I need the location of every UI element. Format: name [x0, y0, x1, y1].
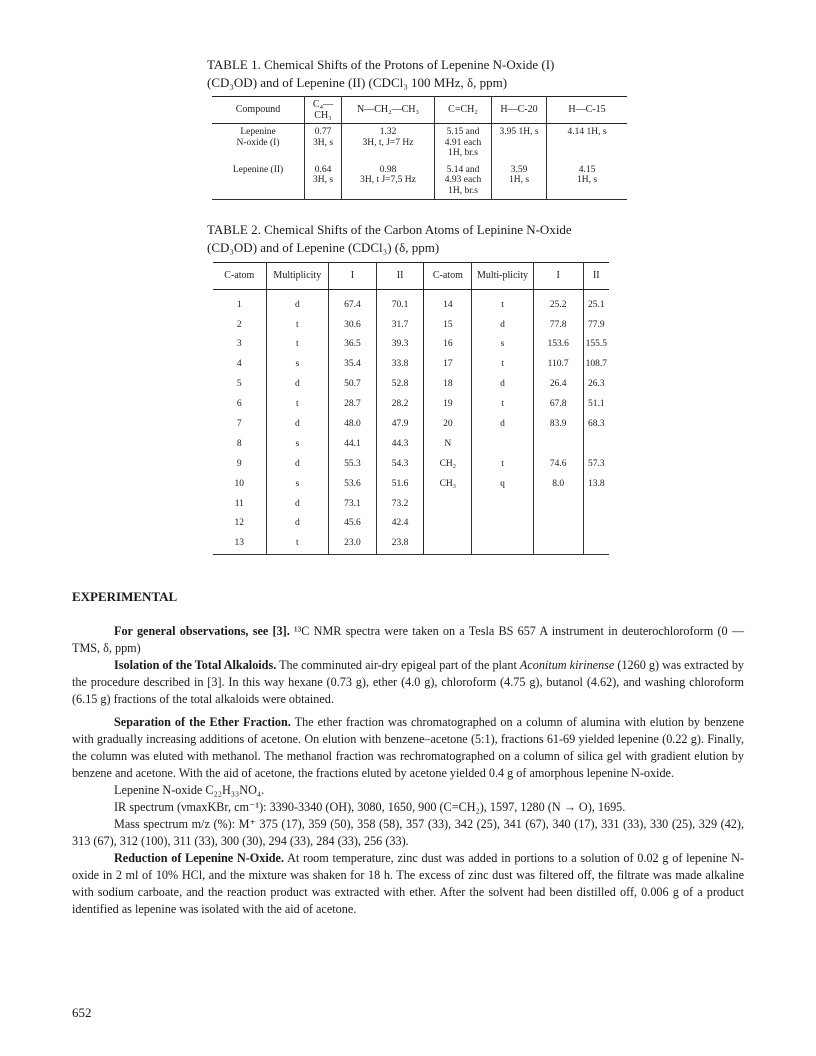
- cell-line: 0.98: [379, 164, 397, 175]
- table-cell: [472, 534, 533, 554]
- table-cell: d: [266, 414, 329, 434]
- table1-caption-line2: (CD₃OD) and of Lepenine (II) (CDCl₃ 100 MHz, δ, ppm): [207, 75, 508, 90]
- table2-header: I: [533, 263, 583, 290]
- table-cell: 54.3: [376, 454, 424, 474]
- table-cell: 2: [213, 315, 266, 335]
- table-row: [212, 124, 627, 162]
- table-cell: [212, 124, 305, 162]
- table-cell: t: [472, 290, 533, 315]
- table-cell: 1: [213, 290, 266, 315]
- paragraph-heading: Isolation of the Total Alkaloids.: [114, 658, 277, 672]
- table-cell: [533, 534, 583, 554]
- table-cell: 23.8: [376, 534, 424, 554]
- table-cell: 20: [424, 414, 472, 434]
- paragraph-text: (1260 g) was extracted by the procedure described in [3]. In this way hexane (0.73 g), ether (4.0 g), chloroform (4.75 g), butanol (4.62), and washing chloroform (6.15 g) fractions of the total alkaloids were obtained.: [72, 658, 745, 706]
- table-cell: 8: [213, 434, 266, 454]
- table-cell: s: [266, 355, 329, 375]
- plant-name: Aconitum kirinense: [519, 658, 615, 672]
- paragraph-text: At room temperature, zinc dust was added in portions to a solution of 0.02 g of lepenine N-oxide in 2 ml of 10% HCl, and the mixture was shaken for 18 h. The excess of zinc dust was filtered off, the filtrate was made alkaline with sodium carboate, and the reaction product was extracted with ether. After the solvent had been distilled off, 0.006 g of a product identified as lepenine was isolated with the aid of acetone.: [72, 851, 745, 916]
- table-cell: 30.6: [329, 315, 377, 335]
- table-cell: 19: [424, 394, 472, 414]
- table-cell: 18: [424, 375, 472, 395]
- paragraph-general: [72, 623, 744, 657]
- table-row: [213, 514, 609, 534]
- cell-line: 5.15 and: [446, 127, 480, 137]
- table-cell: t: [266, 315, 329, 335]
- paragraph-heading: Separation of the Ether Fraction.: [114, 715, 291, 729]
- paragraph-heading: For general observations, see [3].: [114, 624, 290, 638]
- table-cell: 25.2: [533, 290, 583, 315]
- cell-line: 0.64: [314, 164, 332, 175]
- cell-line: 3H, t, J=7 Hz: [362, 137, 414, 148]
- table-cell: [305, 124, 342, 162]
- table-cell: s: [266, 474, 329, 494]
- table1-header-hc15: H—C-15: [547, 97, 628, 124]
- table-cell: 17: [424, 355, 472, 375]
- table-cell: [472, 434, 533, 454]
- table-cell: 11: [213, 494, 266, 514]
- table-cell: d: [472, 315, 533, 335]
- table-cell: [435, 162, 492, 200]
- table-cell: [472, 494, 533, 514]
- table-cell: 3: [213, 335, 266, 355]
- cell-line: 1H, br.s: [448, 148, 478, 158]
- table-cell: 67.8: [533, 394, 583, 414]
- table-cell: 25.1: [588, 299, 605, 310]
- table-cell: [424, 494, 472, 514]
- table1: [212, 96, 627, 200]
- cell-line: 4.91 each: [444, 137, 482, 148]
- table-cell: CH₂: [424, 454, 472, 474]
- cell-line: 5.14 and: [446, 164, 480, 175]
- table-cell: 26.3: [588, 379, 605, 390]
- table1-header-row: [212, 97, 627, 124]
- paragraph-formula: Lepenine N-oxide C₂₂H₃₃NO₄.: [114, 783, 265, 797]
- table-cell: 57.3: [588, 458, 605, 469]
- cell-line: 1.32: [379, 127, 397, 137]
- table-cell: 108.7: [585, 359, 607, 370]
- table-row: [213, 335, 609, 355]
- table-row: [213, 494, 609, 514]
- table-row: [212, 162, 627, 200]
- table-cell: 44.1: [329, 434, 377, 454]
- cell-line: N-oxide (I): [236, 137, 280, 148]
- table-cell: 33.8: [376, 355, 424, 375]
- table-row: [213, 375, 609, 395]
- table-cell: [533, 514, 583, 534]
- table-row: [213, 290, 609, 315]
- table-cell: d: [266, 290, 329, 315]
- table-cell: 44.3: [376, 434, 424, 454]
- table-cell: 52.8: [376, 375, 424, 395]
- cell-line: 1H, br.s: [448, 185, 478, 196]
- table-cell: 68.3: [588, 419, 605, 430]
- table-cell: [424, 514, 472, 534]
- table-cell: 53.6: [329, 474, 377, 494]
- table-row: [213, 534, 609, 554]
- table-cell: d: [472, 414, 533, 434]
- table-cell: 26.4: [533, 375, 583, 395]
- table-cell: [342, 124, 435, 162]
- table2-header: Multi-plicity: [472, 263, 533, 290]
- table-cell: 83.9: [533, 414, 583, 434]
- table2-header-row: [213, 263, 609, 290]
- table-cell: 28.7: [329, 394, 377, 414]
- table-row: [213, 315, 609, 335]
- table-cell: q: [472, 474, 533, 494]
- table-cell: 10: [213, 474, 266, 494]
- paragraph-text: ¹³C NMR spectra were taken on a Tesla BS 657 A instrument in deuterochloroform (0 — TMS, δ, ppm): [72, 624, 745, 655]
- table-cell: 6: [213, 394, 266, 414]
- cell-line: 3.95 1H, s: [499, 127, 539, 137]
- table2-caption-line1: TABLE 2. Chemical Shifts of the Carbon Atoms of Lepinine N-Oxide: [207, 222, 572, 237]
- cell-line: Lepenine: [240, 127, 276, 137]
- table-cell: 8.0: [533, 474, 583, 494]
- table2: [213, 262, 609, 555]
- cell-line: 4.15: [578, 164, 596, 175]
- table-cell: [533, 494, 583, 514]
- table-cell: [547, 162, 628, 200]
- table1-caption-line1: TABLE 1. Chemical Shifts of the Protons of Lepenine N-Oxide (I): [207, 57, 555, 72]
- table-cell: 16: [424, 335, 472, 355]
- cell-line: 3H, s: [312, 175, 334, 185]
- paragraph-text: The comminuted air-dry epigeal part of the plant: [279, 658, 517, 672]
- table1-caption: [207, 56, 627, 92]
- table-cell: 36.5: [329, 335, 377, 355]
- table-cell: 51.6: [376, 474, 424, 494]
- page-number: 652: [72, 1005, 92, 1020]
- table-cell: 73.1: [329, 494, 377, 514]
- cell-line: 4.93 each: [444, 175, 482, 185]
- table-cell: 7: [213, 414, 266, 434]
- table-cell: [342, 162, 435, 200]
- table-cell: [472, 514, 533, 534]
- table2-header: C-atom: [424, 263, 472, 290]
- table2-header: Multiplicity: [266, 263, 329, 290]
- table-cell: 39.3: [376, 335, 424, 355]
- table-cell: d: [266, 514, 329, 534]
- cell-line: 3H, t J=7,5 Hz: [360, 175, 416, 185]
- cell-line: 0.77: [314, 127, 332, 137]
- table-cell: 47.9: [376, 414, 424, 434]
- table-row: [213, 414, 609, 434]
- table-cell: 51.1: [588, 399, 605, 410]
- table-cell: [547, 124, 628, 162]
- experimental-body: [72, 623, 744, 918]
- table-cell: 77.9: [588, 319, 605, 330]
- table1-header-hc20: H—C-20: [492, 97, 547, 124]
- table1-header-c4: C₄—CH₃: [305, 97, 342, 124]
- table1-header-cch2: C=CH₂: [435, 97, 492, 124]
- table-cell: t: [472, 454, 533, 474]
- table-cell: 74.6: [533, 454, 583, 474]
- table-cell: 12: [213, 514, 266, 534]
- table-cell: 13: [213, 534, 266, 554]
- table2-caption-line2: (CD₃OD) and of Lepenine (CDCl₃) (δ, ppm): [207, 240, 440, 255]
- paragraph-reduction: [72, 850, 744, 918]
- table-cell: [424, 534, 472, 554]
- table2-header: I: [329, 263, 377, 290]
- table-cell: s: [472, 335, 533, 355]
- table-cell: 5: [213, 375, 266, 395]
- cell-line: 4.14 1H, s: [567, 127, 607, 137]
- table-cell: 70.1: [376, 290, 424, 315]
- table-cell: 155.5: [585, 339, 607, 350]
- table-cell: t: [266, 394, 329, 414]
- table-cell: [583, 494, 609, 514]
- table-cell: t: [266, 534, 329, 554]
- table1-header-compound: Compound: [212, 97, 305, 124]
- section-title: EXPERIMENTAL: [72, 589, 178, 604]
- table2-header: II: [376, 263, 424, 290]
- table-cell: [435, 124, 492, 162]
- paragraph-heading: Reduction of Lepenine N-Oxide.: [114, 851, 285, 865]
- cell-line: 1H, s: [576, 175, 598, 185]
- table-cell: 13.8: [588, 478, 605, 489]
- table2-caption: [207, 221, 627, 257]
- paragraph-mass: Mass spectrum m/z (%): M⁺ 375 (17), 359 (50), 358 (58), 357 (33), 342 (25), 341 (67), 340 (17), 331 (33), 330 (25), 329 (42), 313 (67), 312 (100), 311 (33), 300 (30), 294 (33), 284 (33), 256 (33).: [72, 817, 744, 848]
- table-cell: 50.7: [329, 375, 377, 395]
- table-cell: 55.3: [329, 454, 377, 474]
- table-cell: 45.6: [329, 514, 377, 534]
- table-cell: 110.7: [533, 355, 583, 375]
- table-cell: t: [472, 355, 533, 375]
- table-cell: 23.0: [329, 534, 377, 554]
- table-cell: [305, 162, 342, 200]
- table-cell: [492, 124, 547, 162]
- table-cell: [492, 162, 547, 200]
- table-cell: [583, 514, 609, 534]
- paragraph-text: The ether fraction was chromatographed on a column of alumina with elution by benzene with gradually increasing additions of acetone. On elution with benzene–acetone (5:1), fractions 61-69 yielded lepenine (0.22 g). Finally, the column was eluted with methanol. The methanol fraction was rechromatographed on a column of silica gel with gradient elution by benzene and acetone. With the aid of acetone, the fractions eluted by acetone yielded 0.4 g of amorphous lepenine N-oxide.: [72, 715, 745, 780]
- table-cell: 77.8: [533, 315, 583, 335]
- table-cell: [583, 534, 609, 554]
- paragraph-separation: [72, 714, 744, 782]
- table-cell: 14: [424, 290, 472, 315]
- table-row: [213, 474, 609, 494]
- table-cell: 15: [424, 315, 472, 335]
- table2-body: [213, 290, 609, 555]
- table-cell: 48.0: [329, 414, 377, 434]
- table-cell: [533, 434, 583, 454]
- paragraph-isolation: [72, 657, 744, 708]
- table2-header: C-atom: [213, 263, 266, 290]
- table-cell: 42.4: [376, 514, 424, 534]
- table-cell: t: [472, 394, 533, 414]
- table-cell: d: [472, 375, 533, 395]
- table2-header: II: [583, 263, 609, 290]
- table-cell: CH₃: [424, 474, 472, 494]
- table-cell: 153.6: [533, 335, 583, 355]
- table-cell: 4: [213, 355, 266, 375]
- table-cell: 28.2: [376, 394, 424, 414]
- table-cell: d: [266, 454, 329, 474]
- table-row: [213, 454, 609, 474]
- cell-line: Lepenine (II): [232, 164, 284, 175]
- table-cell: d: [266, 494, 329, 514]
- table-cell: N: [424, 434, 472, 454]
- table-cell: t: [266, 335, 329, 355]
- table-row: [213, 394, 609, 414]
- table-cell: 67.4: [329, 290, 377, 315]
- table-cell: [583, 434, 609, 454]
- table-cell: 9: [213, 454, 266, 474]
- table-cell: d: [266, 375, 329, 395]
- cell-line: 1H, s: [508, 175, 530, 185]
- table-cell: [212, 162, 305, 200]
- paragraph-ir: IR spectrum (νmaxKBr, cm⁻¹): 3390-3340 (OH), 3080, 1650, 900 (C=CH₂), 1597, 1280 (N → O), 1695.: [114, 800, 626, 814]
- table-row: [213, 355, 609, 375]
- table-cell: 73.2: [376, 494, 424, 514]
- table-cell: s: [266, 434, 329, 454]
- table-row: [213, 434, 609, 454]
- table1-header-nch2: N—CH₂—CH₃: [342, 97, 435, 124]
- cell-line: 3H, s: [312, 137, 334, 148]
- cell-line: 3.59: [510, 164, 528, 175]
- table-cell: 31.7: [376, 315, 424, 335]
- table-cell: 35.4: [329, 355, 377, 375]
